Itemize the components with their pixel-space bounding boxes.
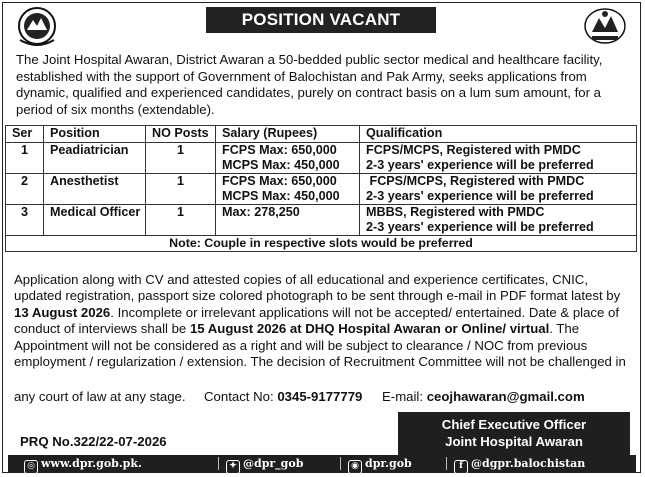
table-note-row xyxy=(6,236,637,252)
footer-instagram[interactable] xyxy=(348,455,412,474)
table-row xyxy=(6,205,637,236)
table-row xyxy=(6,143,637,174)
table-row xyxy=(6,174,637,205)
body-line: Application along with CV and attested copies of all educational and experience certificates, CNIC, xyxy=(14,272,588,287)
row-posts: 1 xyxy=(146,205,216,236)
website-text: www.dpr.gob.pk. xyxy=(41,457,142,470)
signature-block xyxy=(398,412,630,456)
intro-line: The Joint Hospital Awaran, District Awaran a 50-bedded public sector medical and healthcare facility, xyxy=(16,52,603,67)
facebook-text: @dgpr.balochistan xyxy=(471,457,586,470)
twitter-icon: ✦ xyxy=(226,460,240,474)
instagram-icon: ◉ xyxy=(348,460,362,474)
footer-facebook[interactable] xyxy=(454,455,585,474)
header-ser: Ser xyxy=(6,126,44,143)
intro-line: period of six months (extendable). xyxy=(16,101,215,117)
row-salary xyxy=(216,143,360,174)
interview-details: 15 August 2026 at DHQ Hospital Awaran or Online/ virtual xyxy=(189,321,550,337)
balochistan-emblem-icon xyxy=(14,6,60,48)
salary-line: MCPS Max: 450,000 xyxy=(222,189,340,203)
row-position: Peadiatrician xyxy=(44,143,146,174)
email-contact xyxy=(382,389,585,404)
contact-label: Contact No: xyxy=(204,389,278,404)
table-note: Note: Couple in respective slots would be preferred xyxy=(6,236,637,252)
row-ser: 2 xyxy=(6,174,44,205)
body-text: . Incomplete or irrelevant applications will not be accepted/ entertained. Date & place of xyxy=(110,304,620,320)
footer-twitter[interactable] xyxy=(226,455,303,474)
intro-paragraph xyxy=(16,52,632,118)
footer-divider xyxy=(218,457,219,470)
email-label: E-mail: xyxy=(382,389,427,404)
contact-number xyxy=(204,389,362,404)
salary-line: Max: 278,250 xyxy=(222,205,300,219)
row-posts: 1 xyxy=(146,143,216,174)
table-header-row xyxy=(6,126,637,143)
twitter-text: @dpr_gob xyxy=(243,457,304,470)
header-position: Position xyxy=(44,126,146,143)
deadline-date: 13 August 2026 xyxy=(14,304,111,320)
email-value[interactable]: ceojhawaran@gmail.com xyxy=(426,389,585,404)
body-line: any court of law at any stage. xyxy=(14,389,186,404)
instagram-text: dpr.gob xyxy=(365,457,412,470)
intro-line: established with the support of Government of Balochistan and Pak Army, seeks applications from xyxy=(16,68,587,84)
position-vacant-title: POSITION VACANT xyxy=(206,7,436,33)
row-salary xyxy=(216,205,360,236)
row-position: Medical Officer xyxy=(44,205,146,236)
footer-divider xyxy=(340,457,341,470)
salary-line: FCPS Max: 650,000 xyxy=(222,174,337,188)
header-no-posts: NO Posts xyxy=(146,126,216,143)
body-text: conduct of interviews shall be xyxy=(14,321,190,337)
prq-number: PRQ No.322/22-07-2026 xyxy=(20,434,167,449)
header-qualification: Qualification xyxy=(360,126,637,143)
contact-number-value: 0345-9177779 xyxy=(277,389,363,404)
body-line xyxy=(14,305,634,321)
row-posts: 1 xyxy=(146,174,216,205)
footer-bar xyxy=(8,455,636,472)
facebook-icon: f xyxy=(454,460,468,474)
salary-line: MCPS Max: 450,000 xyxy=(222,158,340,172)
footer-website[interactable] xyxy=(24,455,142,474)
row-position: Anesthetist xyxy=(44,174,146,205)
qualification-line: 2-3 years' experience will be preferred xyxy=(366,158,594,172)
row-qualification xyxy=(360,143,637,174)
body-text: . The xyxy=(549,321,580,337)
signature-title: Chief Executive Officer xyxy=(441,417,587,432)
signature-organization: Joint Hospital Awaran xyxy=(445,434,583,449)
row-ser: 1 xyxy=(6,143,44,174)
body-line: Appointment will not be considered as a right and will be subject to clearance / NOC from previous xyxy=(14,337,588,353)
qualification-line: MBBS, Registered with PMDC xyxy=(366,205,545,219)
footer-divider xyxy=(446,457,447,470)
qualification-line: 2-3 years' experience will be preferred xyxy=(366,220,594,234)
row-ser: 3 xyxy=(6,205,44,236)
salary-line: FCPS Max: 650,000 xyxy=(222,143,337,157)
row-qualification xyxy=(360,205,637,236)
globe-icon: ◎ xyxy=(24,460,38,474)
qualification-line: 2-3 years' experience will be preferred xyxy=(366,189,594,203)
row-qualification xyxy=(360,174,637,205)
header-salary: Salary (Rupees) xyxy=(216,126,360,143)
hospital-emblem-icon xyxy=(582,6,628,48)
body-line xyxy=(14,321,634,337)
row-salary xyxy=(216,174,360,205)
positions-table xyxy=(5,125,637,252)
intro-line: dynamic, qualified and experienced candidates, purely on contract basis on a lum sum amount, for a xyxy=(16,85,601,101)
qualification-line: FCPS/MCPS, Registered with PMDC xyxy=(366,143,581,157)
body-line: updated registration, passport size colored photograph to be sent through e-mail in PDF format latest by xyxy=(14,288,621,304)
body-line: employment / regularization / extension. The decision of Recruitment Committee will not be challenged in xyxy=(14,354,626,370)
qualification-line: FCPS/MCPS, Registered with PMDC xyxy=(366,174,585,188)
application-paragraph xyxy=(14,272,634,370)
